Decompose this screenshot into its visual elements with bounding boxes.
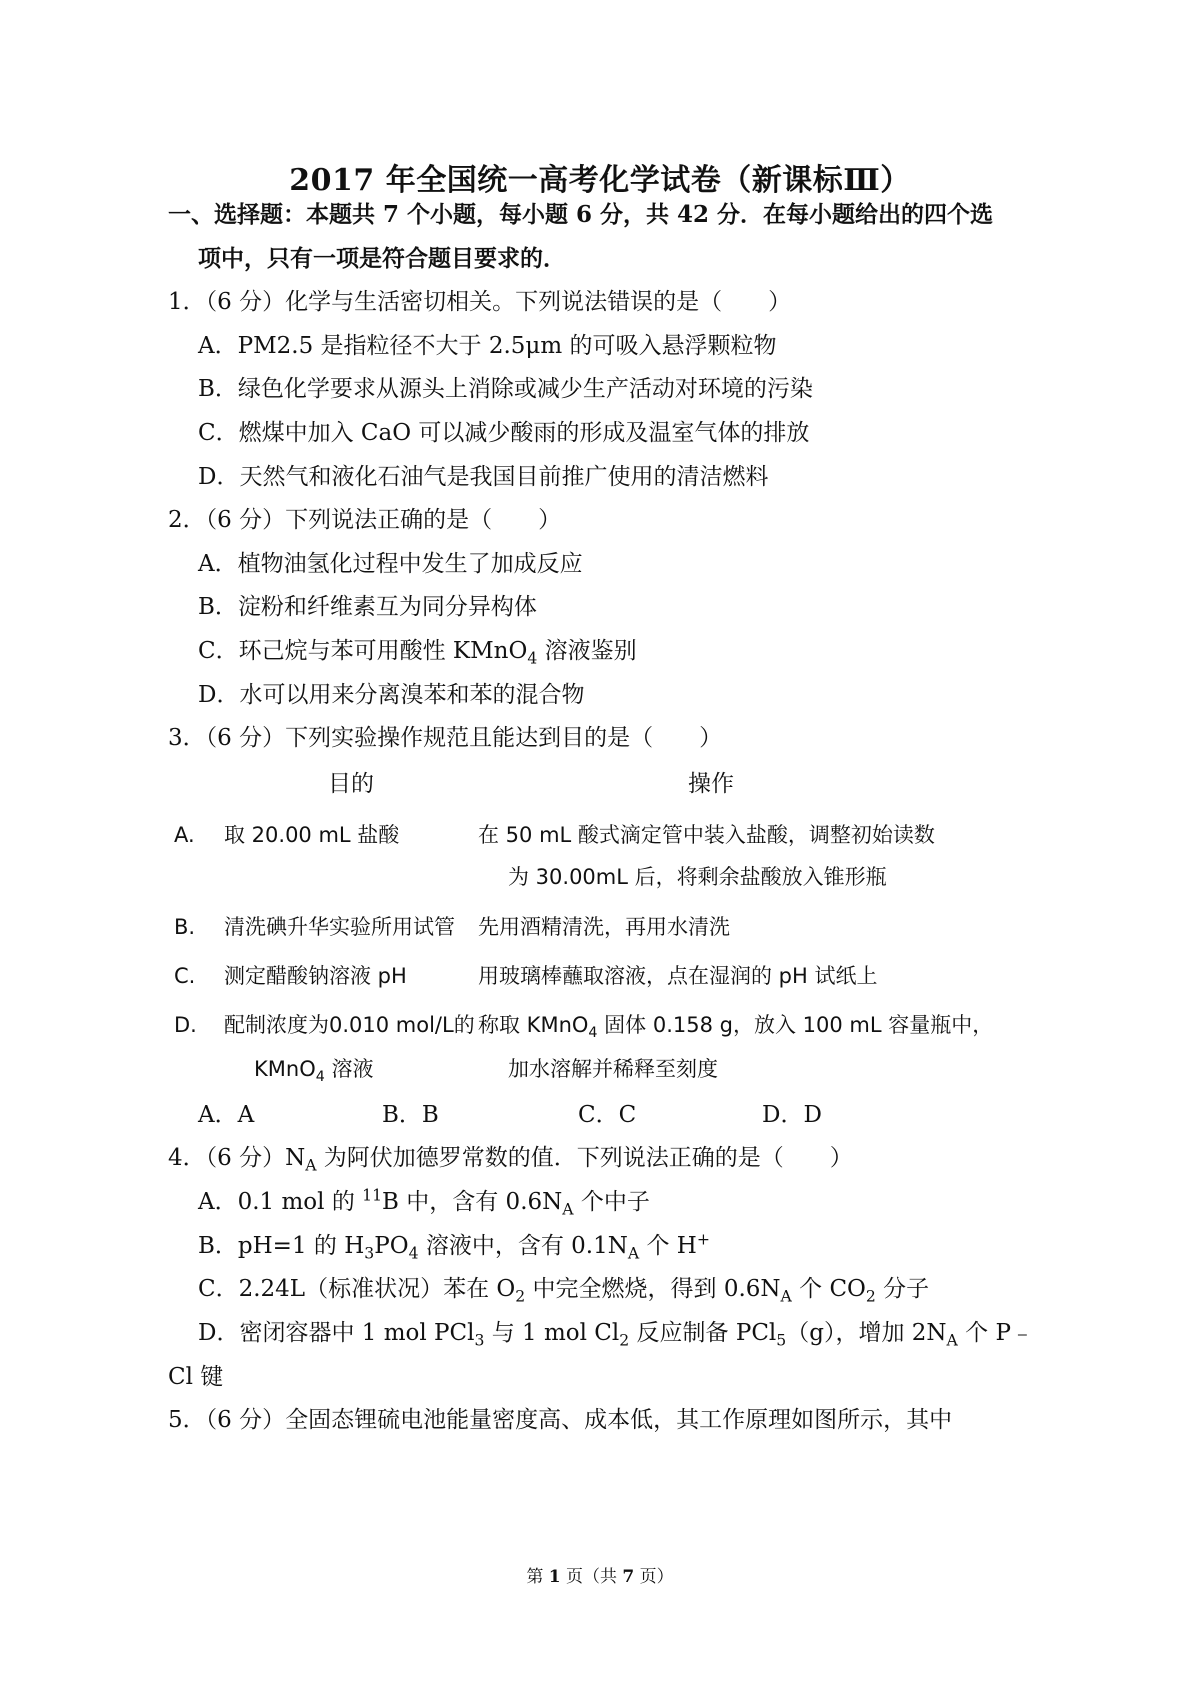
q3-header-operation: 操作	[688, 771, 734, 797]
q3-row-c-operation: 用玻璃棒蘸取溶液，点在湿润的 pH 试纸上	[478, 964, 878, 988]
q3-choice-b: B．B	[382, 1102, 439, 1128]
q1-option-c: C．燃煤中加入 CaO 可以减少酸雨的形成及温室气体的排放	[198, 420, 810, 446]
q3-row-d-operation-line1: 称取 KMnO$_4$ 固体 0.158 g，放入 100 mL 容量瓶中，	[478, 1013, 994, 1042]
q3-row-d-purpose-line1: 配制浓度为0.010 mol/L的	[224, 1013, 475, 1037]
q3-row-a-operation-line1: 在 50 mL 酸式滴定管中装入盐酸，调整初始读数	[478, 823, 935, 847]
q3-row-c-label: C.	[174, 964, 196, 988]
q2-option-b: B．淀粉和纤维素互为同分异构体	[198, 594, 537, 620]
q3-stem: 3．（6 分）下列实验操作规范且能达到目的是（ ）	[168, 725, 723, 751]
q3-row-b-operation: 先用酒精清洗，再用水清洗	[478, 915, 730, 939]
q2-option-d: D．水可以用来分离溴苯和苯的混合物	[198, 682, 585, 708]
q2-option-a: A．植物油氢化过程中发生了加成反应	[198, 551, 583, 577]
q4-option-a: A．0.1 mol 的 $^{11}$B 中，含有 $0.6N_A$ 个中子	[198, 1185, 650, 1219]
q1-option-b: B．绿色化学要求从源头上消除或减少生产活动对环境的污染	[198, 376, 813, 402]
q2-option-c: C．环己烷与苯可用酸性 KMnO$_4$ 溶液鉴别	[198, 638, 637, 668]
exam-title: 2017 年全国统一高考化学试卷（新课标Ⅲ）	[289, 163, 911, 198]
q4-stem: 4．（6 分）$N_A$ 为阿伏加德罗常数的值．下列说法正确的是（ ）	[168, 1145, 853, 1175]
q5-stem: 5．（6 分）全固态锂硫电池能量密度高、成本低，其工作原理如图所示，其中	[168, 1407, 953, 1433]
q3-choice-d: D．D	[762, 1102, 822, 1128]
q3-row-c-purpose: 测定醋酸钠溶液 pH	[224, 964, 407, 988]
q3-row-d-purpose-line2: KMnO$_4$ 溶液	[254, 1057, 374, 1086]
page-footer: 第 1 页（共 7 页）	[526, 1567, 674, 1587]
q1-option-a: A．PM2.5 是指粒径不大于 2.5μm 的可吸入悬浮颗粒物	[198, 333, 777, 359]
q3-row-b-label: B.	[174, 915, 196, 939]
q3-header-purpose: 目的	[328, 771, 374, 797]
q2-stem: 2．（6 分）下列说法正确的是（ ）	[168, 507, 562, 533]
q4-option-c: C．2.24L（标准状况）苯在 $O_2$ 中完全燃烧，得到 $0.6N_A$ 个 $CO_2$ 分子	[198, 1276, 930, 1306]
q3-row-d-operation-line2: 加水溶解并稀释至刻度	[508, 1057, 718, 1081]
q1-option-d: D．天然气和液化石油气是我国目前推广使用的清洁燃料	[198, 464, 769, 490]
q3-row-a-purpose: 取 20.00 mL 盐酸	[224, 823, 400, 847]
q4-option-d: D．密闭容器中 1 mol PCl$_3$ 与 1 mol $Cl_2$ 反应制备 PCl$_5$（g），增加 $2N_A$ 个 P﹣	[198, 1320, 1034, 1350]
q1-stem: 1．（6 分）化学与生活密切相关。下列说法错误的是（ ）	[168, 289, 792, 315]
q3-choice-c: C．C	[578, 1102, 637, 1128]
section-heading-line2: 项中，只有一项是符合题目要求的．	[198, 245, 566, 272]
q3-row-a-label: A.	[174, 823, 195, 847]
q3-row-a-operation-line2: 为 30.00mL 后，将剩余盐酸放入锥形瓶	[508, 865, 887, 889]
q3-row-b-purpose: 清洗碘升华实验所用试管	[224, 915, 455, 939]
q3-choice-a: A．A	[198, 1102, 255, 1128]
q3-row-d-label: D.	[174, 1013, 197, 1037]
q4-option-d-wrap: Cl 键	[168, 1364, 224, 1390]
q4-option-b: B．pH=1 的 $H_3PO_4$ 溶液中，含有 $0.1N_A$ 个 H+	[198, 1229, 710, 1263]
section-heading-line1: 一、选择题：本题共 7 个小题，每小题 6 分，共 42 分．在每小题给出的四个选	[168, 201, 994, 228]
